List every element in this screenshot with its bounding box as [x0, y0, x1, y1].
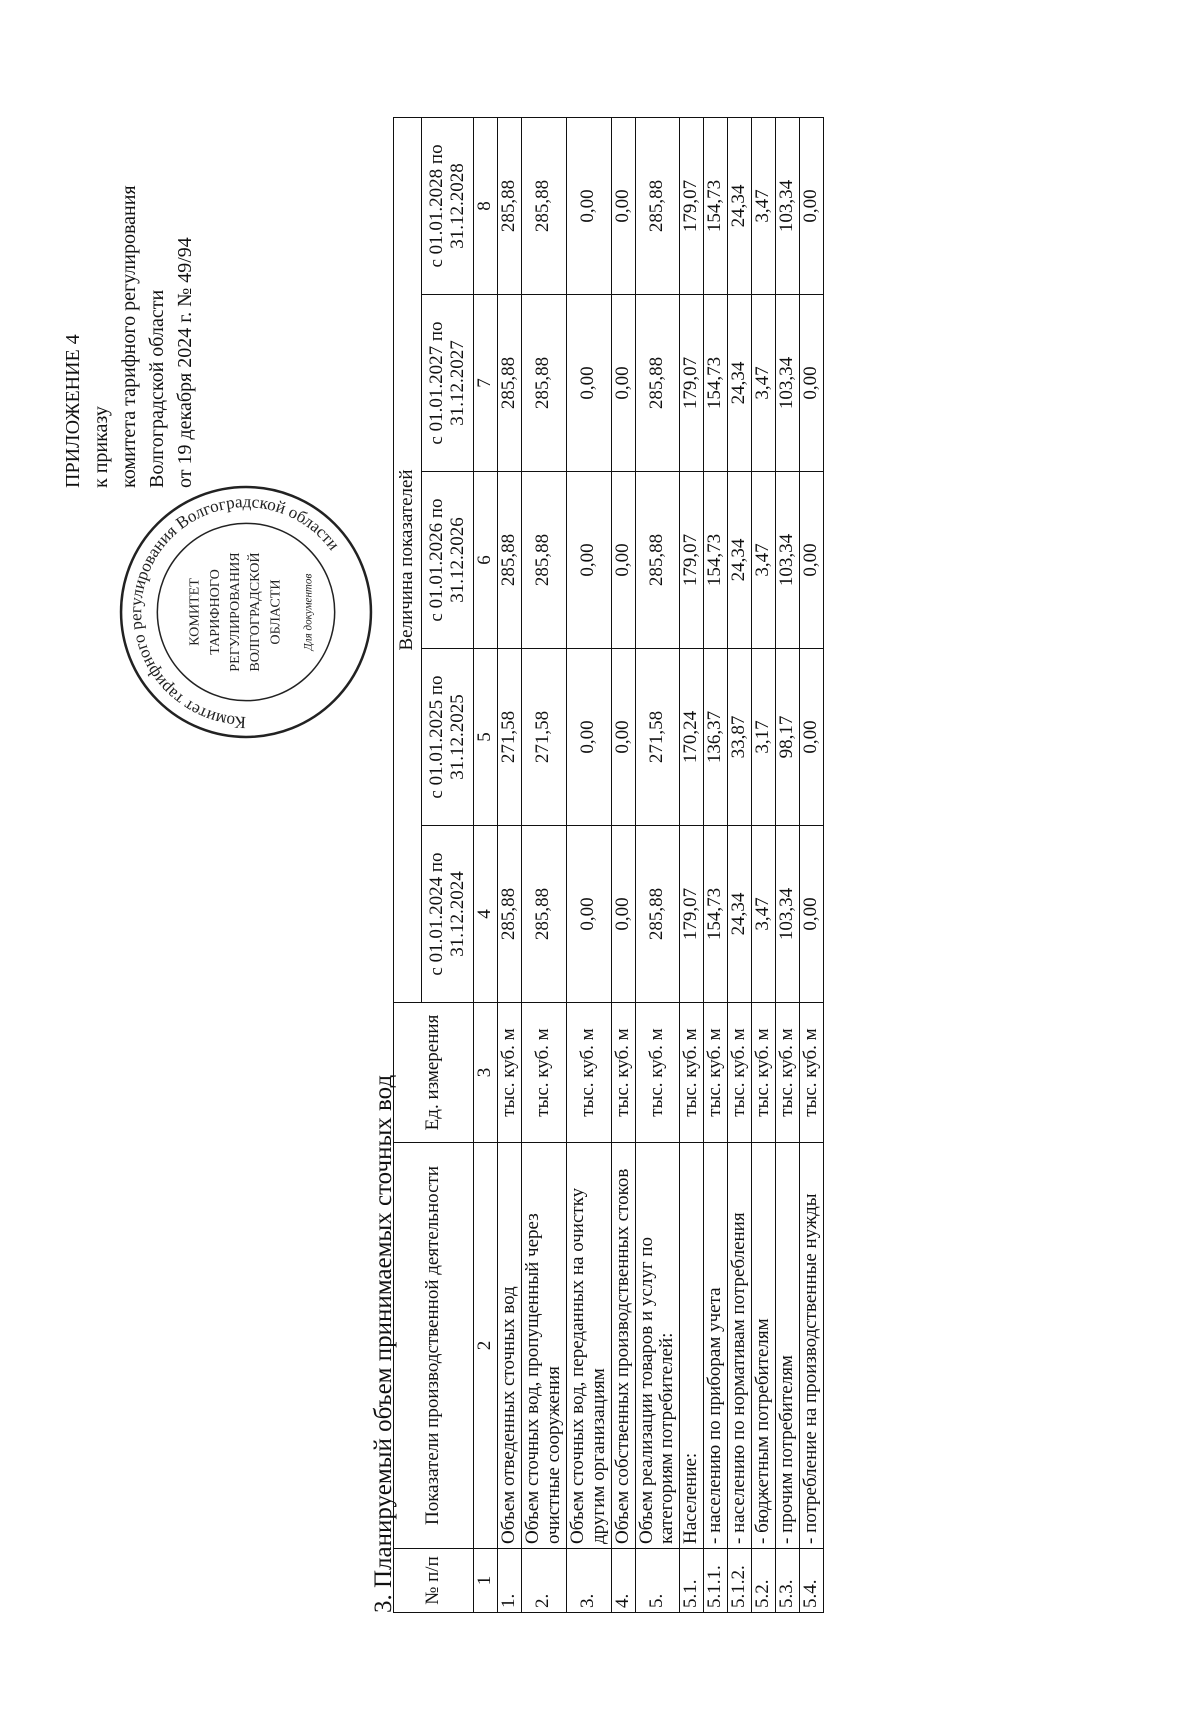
- row-value: 0,00: [799, 472, 823, 649]
- row-indicator: Объем собственных производственных стоков: [611, 1143, 635, 1549]
- table-row: [799, 117, 823, 1612]
- row-value: 103,34: [775, 117, 799, 294]
- seal-line-1: КОМИТЕТ: [186, 578, 203, 646]
- row-indicator: Объем отведенных сточных вод: [498, 1143, 522, 1549]
- row-value: 3,47: [752, 472, 776, 649]
- row-indicator: - бюджетным потребителям: [752, 1143, 776, 1549]
- table-row: [611, 117, 635, 1612]
- row-value: 285,88: [522, 117, 567, 294]
- row-value: 3,47: [752, 295, 776, 472]
- row-value: 136,37: [704, 649, 728, 826]
- row-value: 24,34: [728, 117, 752, 294]
- official-seal: [115, 481, 377, 743]
- row-value: 24,34: [728, 826, 752, 1003]
- row-indicator: - населению по приборам учета: [704, 1143, 728, 1549]
- row-value: 24,34: [728, 295, 752, 472]
- row-unit: тыс. куб. м: [728, 1003, 752, 1143]
- row-value: 154,73: [704, 826, 728, 1003]
- row-unit: тыс. куб. м: [680, 1003, 704, 1143]
- table-row: [635, 117, 680, 1612]
- row-value: 285,88: [522, 295, 567, 472]
- order-line-3: Волгоградской области: [146, 289, 168, 488]
- column-index-row: [474, 117, 498, 1612]
- header-period: с 01.01.2028 по 31.12.2028: [422, 117, 474, 294]
- index-cell: 8: [474, 117, 498, 294]
- row-value: 154,73: [704, 295, 728, 472]
- row-number: 5.: [635, 1549, 680, 1613]
- row-value: 285,88: [522, 826, 567, 1003]
- section-title: 3. Планируемый объем принимаемых сточных вод: [370, 1074, 397, 1613]
- header-period: с 01.01.2025 по 31.12.2025: [422, 649, 474, 826]
- row-value: 285,88: [498, 295, 522, 472]
- row-value: 0,00: [566, 295, 611, 472]
- header-period: с 01.01.2024 по 31.12.2024: [422, 826, 474, 1003]
- row-value: 170,24: [680, 649, 704, 826]
- row-number: 5.2.: [752, 1549, 776, 1613]
- row-value: 0,00: [566, 117, 611, 294]
- row-indicator: Объем сточных вод, пропущенный через очистные сооружения: [522, 1143, 567, 1549]
- index-cell: 1: [474, 1549, 498, 1613]
- row-unit: тыс. куб. м: [522, 1003, 567, 1143]
- row-value: 179,07: [680, 826, 704, 1003]
- row-value: 98,17: [775, 649, 799, 826]
- row-unit: тыс. куб. м: [799, 1003, 823, 1143]
- index-cell: 7: [474, 295, 498, 472]
- row-value: 3,17: [752, 649, 776, 826]
- index-cell: 5: [474, 649, 498, 826]
- seal-line-2: ТАРИФНОГО: [206, 569, 223, 655]
- row-value: 103,34: [775, 472, 799, 649]
- seal-graphic: [115, 481, 377, 743]
- row-value: 0,00: [611, 295, 635, 472]
- row-value: 0,00: [799, 295, 823, 472]
- index-cell: 4: [474, 826, 498, 1003]
- row-value: 3,47: [752, 117, 776, 294]
- table-row: [680, 117, 704, 1612]
- row-unit: тыс. куб. м: [611, 1003, 635, 1143]
- row-value: 271,58: [635, 649, 680, 826]
- table-row: [752, 117, 776, 1612]
- row-indicator: - прочим потребителям: [775, 1143, 799, 1549]
- row-value: 103,34: [775, 295, 799, 472]
- row-value: 285,88: [522, 472, 567, 649]
- row-value: 0,00: [611, 472, 635, 649]
- row-value: 285,88: [498, 472, 522, 649]
- table-row: [498, 117, 522, 1612]
- seal-line-5: ОБЛАСТИ: [267, 579, 284, 645]
- row-value: 285,88: [635, 472, 680, 649]
- index-cell: 6: [474, 472, 498, 649]
- row-number: 5.3.: [775, 1549, 799, 1613]
- table-row: [522, 117, 567, 1612]
- row-value: 285,88: [498, 826, 522, 1003]
- index-cell: 3: [474, 1003, 498, 1143]
- seal-line-4: ВОЛГОГРАДСКОЙ: [247, 552, 264, 672]
- row-unit: тыс. куб. м: [498, 1003, 522, 1143]
- row-number: 5.1.2.: [728, 1549, 752, 1613]
- order-date-number: от 19 декабря 2024 г. № 49/94: [174, 237, 196, 488]
- row-value: 271,58: [522, 649, 567, 826]
- row-indicator: - потребление на производственные нужды: [799, 1143, 823, 1549]
- index-cell: 2: [474, 1143, 498, 1549]
- row-unit: тыс. куб. м: [635, 1003, 680, 1143]
- row-value: 285,88: [635, 117, 680, 294]
- header-values-group: Величина показателей: [394, 117, 422, 1002]
- row-indicator: - населению по нормативам потребления: [728, 1143, 752, 1549]
- seal-line-3: РЕГУЛИРОВАНИЯ: [226, 552, 243, 672]
- row-value: 0,00: [799, 826, 823, 1003]
- row-unit: тыс. куб. м: [566, 1003, 611, 1143]
- row-unit: тыс. куб. м: [775, 1003, 799, 1143]
- seal-outer-text: Комитет тарифного регулирования Волгоградской области: [126, 492, 344, 732]
- order-line-1: к приказу: [90, 406, 112, 488]
- row-number: 5.4.: [799, 1549, 823, 1613]
- header-unit: Ед. измерения: [394, 1003, 474, 1143]
- row-value: 179,07: [680, 472, 704, 649]
- header-number: № п/п: [394, 1549, 474, 1613]
- row-value: 3,47: [752, 826, 776, 1003]
- row-indicator: Объем реализации товаров и услуг по категориям потребителей:: [635, 1143, 680, 1549]
- row-value: 179,07: [680, 295, 704, 472]
- row-value: 154,73: [704, 117, 728, 294]
- row-value: 33,87: [728, 649, 752, 826]
- order-line-2: комитета тарифного регулирования: [118, 185, 140, 488]
- row-value: 24,34: [728, 472, 752, 649]
- row-unit: тыс. куб. м: [752, 1003, 776, 1143]
- row-value: 179,07: [680, 117, 704, 294]
- row-number: 2.: [522, 1549, 567, 1613]
- header-period: с 01.01.2026 по 31.12.2026: [422, 472, 474, 649]
- row-value: 0,00: [611, 826, 635, 1003]
- row-value: 0,00: [566, 826, 611, 1003]
- table-row: [728, 117, 752, 1612]
- row-value: 0,00: [799, 117, 823, 294]
- header-period: с 01.01.2027 по 31.12.2027: [422, 295, 474, 472]
- row-value: 0,00: [611, 117, 635, 294]
- row-indicator: Объем сточных вод, переданных на очистку другим организациям: [566, 1143, 611, 1549]
- row-value: 0,00: [566, 472, 611, 649]
- row-indicator: Население:: [680, 1143, 704, 1549]
- row-number: 4.: [611, 1549, 635, 1613]
- row-value: 0,00: [611, 649, 635, 826]
- table-row: [704, 117, 728, 1612]
- row-value: 154,73: [704, 472, 728, 649]
- appendix-label: ПРИЛОЖЕНИЕ 4: [62, 334, 84, 488]
- row-value: 285,88: [498, 117, 522, 294]
- row-number: 5.1.: [680, 1549, 704, 1613]
- table-row: [775, 117, 799, 1612]
- table-row: [566, 117, 611, 1612]
- row-value: 271,58: [498, 649, 522, 826]
- row-value: 285,88: [635, 826, 680, 1003]
- row-value: 0,00: [566, 649, 611, 826]
- row-number: 1.: [498, 1549, 522, 1613]
- volume-table: [393, 117, 824, 1613]
- row-number: 5.1.1.: [704, 1549, 728, 1613]
- row-unit: тыс. куб. м: [704, 1003, 728, 1143]
- header-indicator: Показатели производственной деятельности: [394, 1143, 474, 1549]
- row-value: 103,34: [775, 826, 799, 1003]
- seal-note: Для документов: [302, 573, 315, 651]
- row-value: 285,88: [635, 295, 680, 472]
- row-value: 0,00: [799, 649, 823, 826]
- row-number: 3.: [566, 1549, 611, 1613]
